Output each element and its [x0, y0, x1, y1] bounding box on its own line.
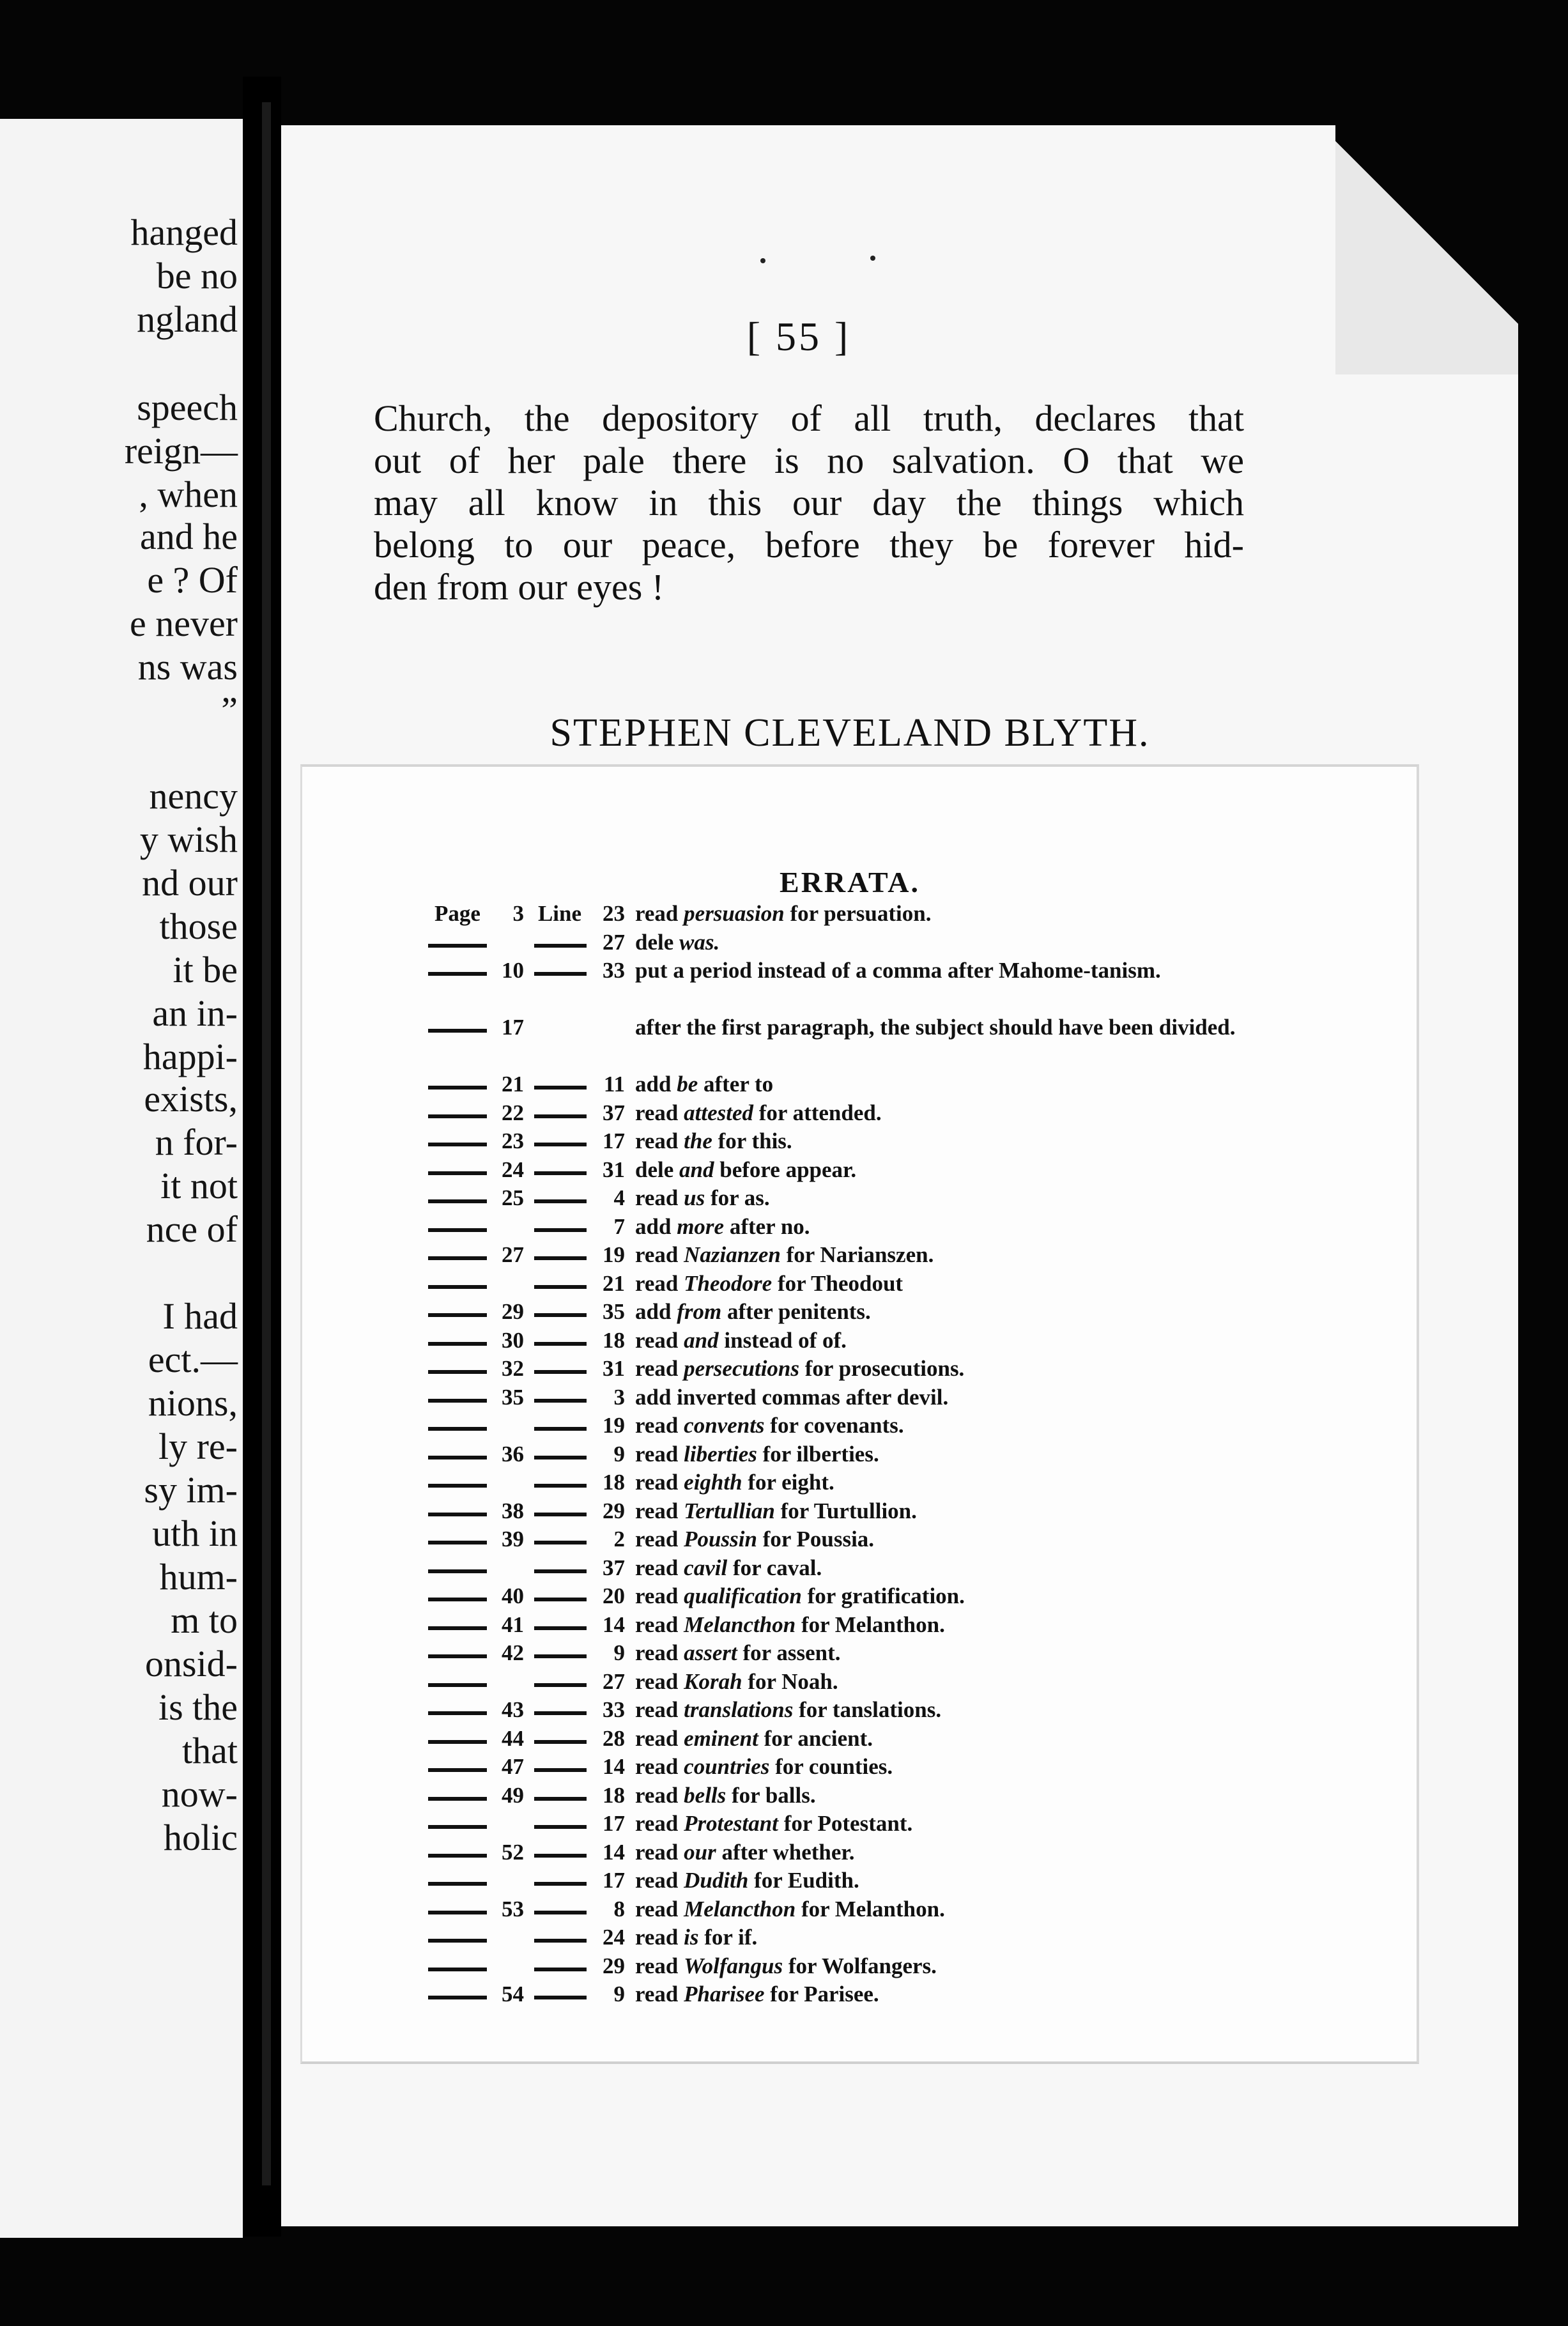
ditto-dash — [534, 1854, 587, 1858]
page-number-cell: 25 — [502, 1185, 524, 1210]
ditto-dash — [428, 1569, 487, 1573]
ditto-dash — [428, 1256, 487, 1260]
errata-rows — [422, 928, 1272, 2009]
ditto-dash — [428, 1825, 487, 1829]
ditto-dash — [534, 1342, 587, 1346]
line-number-cell: 28 — [603, 1725, 625, 1751]
correction-cell: read cavil for caval. — [635, 1555, 822, 1580]
errata-table — [422, 900, 1272, 2009]
correction-cell: read Korah for Noah. — [635, 1668, 838, 1694]
ditto-dash — [428, 1456, 487, 1460]
line-number-cell: 14 — [603, 1754, 625, 1779]
left-page-text-fragment: hum- — [159, 1556, 238, 1598]
errata-header-row — [422, 900, 1272, 928]
left-page-text-fragment: holic — [164, 1817, 238, 1858]
line-number-cell: 18 — [603, 1327, 625, 1353]
correction-cell: read eighth for eight. — [635, 1470, 834, 1495]
left-page-text-fragment: it be — [173, 949, 238, 990]
folded-corner — [1335, 125, 1518, 374]
ditto-dash — [428, 1114, 487, 1118]
correction-cell: read Tertullian for Turtullion. — [635, 1498, 917, 1523]
left-page-text-fragment: e ? Of — [147, 559, 238, 601]
page-number-cell: 22 — [502, 1100, 524, 1125]
body-line: may all know in this our day the things which — [374, 482, 1244, 523]
ditto-dash — [534, 1370, 587, 1374]
ditto-dash — [534, 1228, 587, 1232]
line-number-cell: 20 — [603, 1583, 625, 1608]
left-page-text-fragment: ect.— — [148, 1339, 238, 1380]
body-line: den from our eyes ! — [374, 566, 665, 608]
ditto-dash — [428, 1683, 487, 1687]
ditto-dash — [534, 1171, 587, 1175]
left-page-text-fragment: an in- — [152, 992, 238, 1034]
line-number-cell: 17 — [603, 1868, 625, 1893]
correction-cell: read countries for counties. — [635, 1754, 893, 1779]
line-number-cell: 14 — [603, 1612, 625, 1637]
errata-row — [422, 957, 1272, 1013]
line-number-cell: 31 — [603, 1356, 625, 1381]
line-number-cell: 18 — [603, 1782, 625, 1808]
ditto-dash — [428, 1029, 487, 1033]
print-specks — [754, 256, 882, 268]
line-number-cell: 9 — [613, 1640, 625, 1665]
line-number-cell: 29 — [603, 1953, 625, 1978]
errata-title: ERRATA. — [780, 866, 920, 898]
correction-cell: read Pharisee for Parisee. — [635, 1982, 879, 2006]
errata-row — [422, 1696, 1272, 1725]
left-page-text-fragment: I had — [162, 1295, 238, 1337]
ditto-dash — [534, 1513, 587, 1516]
errata-row — [422, 1810, 1272, 1838]
correction-cell: read Wolfangus for Wolfangers. — [635, 1953, 937, 1978]
ditto-dash — [428, 1654, 487, 1658]
correction-cell: dele and before appear. — [635, 1157, 857, 1182]
correction-cell: read Dudith for Eudith. — [635, 1868, 859, 1893]
ditto-dash — [428, 1228, 487, 1232]
left-page-text-fragment: ns was — [137, 646, 238, 688]
ditto-dash — [428, 1370, 487, 1374]
correction-cell: read Protestant for Potestant. — [635, 1811, 913, 1836]
line-number-cell: 2 — [613, 1527, 625, 1552]
line-column-label: Line — [537, 901, 582, 926]
left-page-text-fragment: hanged — [130, 212, 238, 253]
line-number-cell: 29 — [603, 1498, 625, 1523]
left-page-text-fragment: now- — [161, 1773, 238, 1815]
correction-cell: read Melancthon for Melanthon. — [635, 1612, 945, 1637]
page-number-cell: 44 — [502, 1725, 524, 1751]
errata-row — [422, 1639, 1272, 1668]
page-number-cell: 39 — [502, 1527, 524, 1552]
left-page-text-fragment: be no — [156, 255, 238, 297]
correction-cell: read liberties for ilberties. — [635, 1441, 879, 1467]
ditto-dash — [428, 1313, 487, 1317]
left-page-text-fragment: those — [159, 905, 238, 947]
left-page-text-fragment: , when — [139, 474, 238, 515]
ditto-dash — [428, 1541, 487, 1544]
errata-row — [422, 1440, 1272, 1469]
page-number-cell: 3 — [512, 901, 524, 926]
correction-cell: read is for if. — [635, 1925, 758, 1950]
ditto-dash — [428, 1939, 487, 1943]
correction-cell: add be after to — [635, 1072, 774, 1097]
line-number-cell: 37 — [603, 1555, 625, 1580]
ditto-dash — [428, 1513, 487, 1516]
page-number-cell: 36 — [502, 1441, 524, 1467]
ditto-dash — [534, 1968, 587, 1971]
errata-row — [422, 1327, 1272, 1355]
correction-cell: add more after no. — [635, 1213, 810, 1239]
left-page-text-fragment: it not — [160, 1165, 238, 1206]
line-number-cell: 14 — [603, 1839, 625, 1865]
correction-cell: read convents for covenants. — [635, 1413, 904, 1438]
correction-cell: read bells for balls. — [635, 1782, 816, 1808]
ditto-dash — [428, 1882, 487, 1886]
errata-row — [422, 1355, 1272, 1383]
ditto-dash — [428, 1740, 487, 1744]
page-number-cell: 32 — [502, 1356, 524, 1381]
errata-row — [422, 1156, 1272, 1185]
line-number-cell: 18 — [603, 1470, 625, 1495]
correction-cell: add inverted commas after devil. — [635, 1384, 949, 1410]
ditto-dash — [534, 1484, 587, 1488]
errata-row — [422, 928, 1272, 957]
left-page-text-fragment: happi- — [142, 1036, 238, 1077]
page-number-cell: 29 — [502, 1299, 524, 1324]
line-number-cell: 27 — [603, 929, 625, 955]
errata-row — [422, 1099, 1272, 1128]
left-page-text-fragment: y wish — [139, 819, 238, 860]
correction-cell: read Poussin for Poussia. — [635, 1527, 875, 1552]
ditto-dash — [534, 1825, 587, 1829]
left-page-text-fragment: ly re- — [158, 1426, 238, 1467]
ditto-dash — [428, 1484, 487, 1488]
ditto-dash — [534, 1740, 587, 1744]
left-page-text-fragment: ” — [221, 689, 238, 731]
errata-row — [422, 1241, 1272, 1270]
body-line: out of her pale there is no salvation. O that we — [374, 440, 1244, 481]
ditto-dash — [534, 1939, 587, 1943]
page-number-cell: 21 — [502, 1072, 524, 1097]
errata-row — [422, 1753, 1272, 1782]
page-number-cell: 43 — [502, 1697, 524, 1722]
ditto-dash — [534, 1199, 587, 1203]
ditto-dash — [534, 1654, 587, 1658]
ditto-dash — [428, 1171, 487, 1175]
ditto-dash — [534, 1768, 587, 1772]
ditto-dash — [428, 972, 487, 976]
ditto-dash — [534, 944, 587, 948]
page-number-cell: 30 — [502, 1327, 524, 1353]
ditto-dash — [428, 944, 487, 948]
page-number-cell: 52 — [502, 1839, 524, 1865]
ditto-dash — [534, 1626, 587, 1630]
page-number-cell: 49 — [502, 1782, 524, 1808]
errata-row — [422, 1412, 1272, 1440]
ditto-dash — [534, 1797, 587, 1801]
ditto-dash — [534, 972, 587, 976]
correction-cell: read the for this. — [635, 1128, 792, 1153]
errata-row — [422, 1468, 1272, 1497]
ditto-dash — [428, 1086, 487, 1090]
left-page-text-fragment: nce of — [146, 1208, 238, 1250]
left-page-text-fragment: nd our — [142, 862, 238, 904]
left-page-text-fragment: exists, — [144, 1078, 238, 1120]
errata-row — [422, 1383, 1272, 1412]
correction-cell: read Melancthon for Melanthon. — [635, 1896, 945, 1922]
page-number-cell: 42 — [502, 1640, 524, 1665]
ditto-dash — [534, 1114, 587, 1118]
left-page-text-fragment: ngland — [137, 298, 238, 340]
errata-row — [422, 1127, 1272, 1156]
correction-cell: read qualification for gratification. — [635, 1583, 965, 1608]
correction-cell: read Nazianzen for Narianszen. — [635, 1242, 934, 1267]
ditto-dash — [428, 1399, 487, 1403]
line-number-cell: 4 — [613, 1185, 625, 1210]
line-number-cell: 9 — [613, 1441, 625, 1467]
line-number-cell: 7 — [613, 1213, 625, 1239]
left-page-text-fragment: and he — [140, 516, 238, 557]
errata-row — [422, 1497, 1272, 1526]
correction-cell: read eminent for ancient. — [635, 1725, 873, 1751]
page-number-cell: 40 — [502, 1583, 524, 1608]
ditto-dash — [428, 1143, 487, 1146]
ditto-dash — [428, 1797, 487, 1801]
line-number-cell: 37 — [603, 1100, 625, 1125]
ditto-dash — [428, 1996, 487, 1999]
left-page-text-fragment: nions, — [148, 1382, 238, 1424]
ditto-dash — [534, 1541, 587, 1544]
left-page-text-fragment: uth in — [152, 1513, 238, 1554]
ditto-dash — [534, 1598, 587, 1601]
line-number-cell: 19 — [603, 1242, 625, 1267]
correction-cell: read assert for assent. — [635, 1640, 841, 1665]
line-number-cell: 24 — [603, 1925, 625, 1950]
author-signature: STEPHEN CLEVELAND BLYTH. — [550, 711, 1150, 755]
ditto-dash — [534, 1427, 587, 1431]
correction-cell: read us for as. — [635, 1185, 770, 1210]
ditto-dash — [428, 1427, 487, 1431]
body-line: belong to our peace, before they be forever hid- — [374, 524, 1244, 566]
errata-row — [422, 1668, 1272, 1697]
errata-row — [422, 1980, 1272, 2009]
page-number-cell: 24 — [502, 1157, 524, 1182]
ditto-dash — [534, 1882, 587, 1886]
ditto-dash — [534, 1911, 587, 1914]
page-number-cell: 35 — [502, 1384, 524, 1410]
line-number-cell: 17 — [603, 1128, 625, 1153]
errata-row — [422, 1582, 1272, 1611]
page-number-cell: 27 — [502, 1242, 524, 1267]
ditto-dash — [534, 1285, 587, 1289]
left-page-text-fragment: is the — [158, 1686, 238, 1728]
ditto-dash — [428, 1342, 487, 1346]
errata-row — [422, 1838, 1272, 1867]
ditto-dash — [428, 1598, 487, 1601]
line-number-cell: 35 — [603, 1299, 625, 1324]
page-number-cell: 23 — [502, 1128, 524, 1153]
line-number-cell: 9 — [613, 1982, 625, 2006]
line-number-cell: 11 — [603, 1072, 625, 1097]
left-page-text-fragment: sy im- — [144, 1469, 238, 1511]
correction-cell: read our after whether. — [635, 1839, 855, 1865]
left-page-text-fragment: that — [182, 1730, 238, 1771]
ditto-dash — [534, 1569, 587, 1573]
line-number-cell: 19 — [603, 1413, 625, 1438]
errata-row — [422, 1298, 1272, 1327]
errata-row — [422, 1782, 1272, 1810]
page-number-cell: 53 — [502, 1896, 524, 1922]
page-number-cell: 38 — [502, 1498, 524, 1523]
line-number-cell: 33 — [603, 1697, 625, 1722]
correction-cell: read persuasion for persuation. — [635, 901, 932, 926]
page-number-cell: 41 — [502, 1612, 524, 1637]
line-number-cell: 8 — [613, 1896, 625, 1922]
left-page-text-fragment: n for- — [155, 1121, 238, 1163]
errata-row — [422, 1184, 1272, 1213]
binding-edge — [262, 102, 271, 2185]
correction-cell: read attested for attended. — [635, 1100, 882, 1125]
left-page-text-fragment: onsid- — [145, 1643, 238, 1684]
errata-row — [422, 1013, 1272, 1070]
line-number-cell: 23 — [603, 901, 625, 926]
page-number: [ 55 ] — [746, 314, 851, 359]
errata-row — [422, 1895, 1272, 1924]
left-page-text-fragment: m to — [171, 1599, 238, 1641]
left-page-text-fragment: e never — [129, 603, 238, 644]
page-number-cell: 47 — [502, 1754, 524, 1779]
ditto-dash — [534, 1456, 587, 1460]
ditto-dash — [534, 1313, 587, 1317]
ditto-dash — [534, 1399, 587, 1403]
ditto-dash — [534, 1996, 587, 1999]
left-page-text-fragment: speech — [137, 387, 238, 428]
correction-cell: read translations for tanslations. — [635, 1697, 942, 1722]
ditto-dash — [428, 1911, 487, 1914]
errata-row — [422, 1952, 1272, 1981]
ditto-dash — [534, 1256, 587, 1260]
errata-row — [422, 1923, 1272, 1952]
line-number-cell: 17 — [603, 1811, 625, 1836]
correction-cell: read persecutions for prosecutions. — [635, 1356, 965, 1381]
line-number-cell: 27 — [603, 1668, 625, 1694]
errata-row — [422, 1270, 1272, 1298]
line-number-cell: 21 — [603, 1270, 625, 1296]
errata-row — [422, 1525, 1272, 1554]
ditto-dash — [428, 1968, 487, 1971]
ditto-dash — [428, 1768, 487, 1772]
correction-cell: add from after penitents. — [635, 1299, 871, 1324]
ditto-dash — [428, 1199, 487, 1203]
errata-row — [422, 1554, 1272, 1583]
ditto-dash — [428, 1854, 487, 1858]
errata-row — [422, 1725, 1272, 1753]
errata-row — [422, 1867, 1272, 1895]
left-page-fragment — [0, 119, 243, 2238]
body-line: Church, the depository of all truth, declares that — [374, 397, 1244, 439]
ditto-dash — [428, 1711, 487, 1715]
page-number-cell: 54 — [502, 1982, 524, 2006]
errata-row — [422, 1070, 1272, 1099]
line-number-cell: 31 — [603, 1157, 625, 1182]
errata-row — [422, 1213, 1272, 1242]
ditto-dash — [534, 1086, 587, 1090]
page-column-label: Page — [434, 901, 480, 926]
page-number-cell: 17 — [502, 1015, 524, 1040]
ditto-dash — [534, 1683, 587, 1687]
left-page-text-fragment: reign— — [124, 430, 238, 472]
correction-cell: after the first paragraph, the subject should have been divided. — [635, 1015, 1236, 1040]
errata-row — [422, 1611, 1272, 1640]
ditto-dash — [428, 1626, 487, 1630]
ditto-dash — [428, 1285, 487, 1289]
correction-cell: dele was. — [635, 929, 720, 955]
correction-cell: put a period instead of a comma after Mahome-tanism. — [635, 958, 1161, 983]
correction-cell: read Theodore for Theodout — [635, 1270, 903, 1296]
line-number-cell: 33 — [603, 958, 625, 983]
left-page-text-fragment: nency — [149, 775, 238, 817]
ditto-dash — [534, 1711, 587, 1715]
correction-cell: read and instead of of. — [635, 1327, 847, 1353]
page-number-cell: 10 — [502, 958, 524, 983]
ditto-dash — [534, 1143, 587, 1146]
line-number-cell: 3 — [613, 1384, 625, 1410]
